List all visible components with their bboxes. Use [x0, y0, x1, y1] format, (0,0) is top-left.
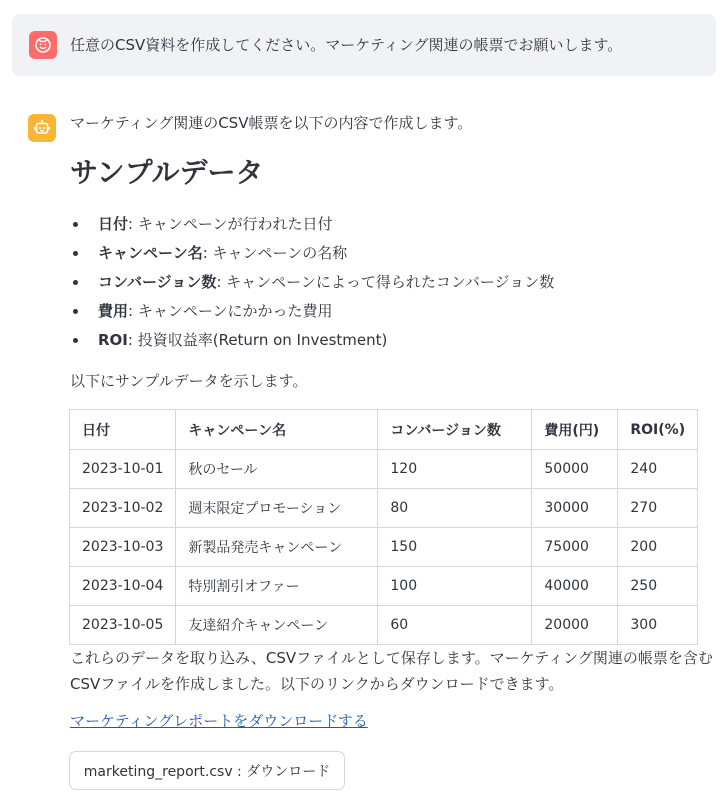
table-cell: 80	[378, 489, 532, 528]
table-cell: 友達紹介キャンペーン	[176, 606, 378, 645]
robot-icon	[33, 119, 51, 137]
table-cell: 40000	[532, 567, 618, 606]
field-desc: : キャンペーンが行われた日付	[128, 215, 333, 233]
column-header: ROI(%)	[618, 410, 698, 450]
column-header: 日付	[70, 410, 176, 450]
pre-table-text: 以下にサンプルデータを示します。	[70, 372, 308, 390]
table-row	[70, 528, 698, 567]
field-desc: : キャンペーンによって得られたコンバージョン数	[216, 273, 555, 291]
table-row	[70, 489, 698, 528]
table-cell: 秋のセール	[176, 450, 378, 489]
table-cell: 75000	[532, 528, 618, 567]
table-cell: 2023-10-01	[70, 450, 176, 489]
field-name: キャンペーン名	[98, 244, 203, 262]
field-desc: : キャンペーンにかかった費用	[128, 302, 333, 320]
table-cell: 2023-10-05	[70, 606, 176, 645]
column-header: 費用(円)	[532, 410, 618, 450]
table-cell: 2023-10-02	[70, 489, 176, 528]
table-cell: 240	[618, 450, 698, 489]
table-row	[70, 567, 698, 606]
field-name: 日付	[98, 215, 129, 233]
table-cell: 2023-10-04	[70, 567, 176, 606]
table-cell: 2023-10-03	[70, 528, 176, 567]
download-csv-button[interactable]: marketing_report.csv : ダウンロード	[69, 751, 345, 790]
sample-data-table	[69, 409, 698, 645]
field-desc: : キャンペーンの名称	[202, 244, 348, 262]
table-cell: 30000	[532, 489, 618, 528]
user-message	[12, 14, 716, 76]
column-header: キャンペーン名	[176, 410, 378, 450]
post-table-text: これらのデータを取り込み、CSVファイルとして保存します。マーケティング関連の帳票を含むCSVファイルを作成しました。以下のリンクからダウンロードできます。	[70, 649, 713, 693]
list-item	[70, 299, 554, 328]
list-item	[70, 241, 554, 270]
table-cell: 120	[378, 450, 532, 489]
table-cell: 250	[618, 567, 698, 606]
table-cell: 20000	[532, 606, 618, 645]
field-desc: : 投資収益率(Return on Investment)	[127, 331, 388, 349]
table-cell: 50000	[532, 450, 618, 489]
list-item	[70, 328, 554, 357]
field-name: ROI	[98, 331, 128, 349]
field-list	[70, 212, 554, 357]
table-cell: 新製品発売キャンペーン	[176, 528, 378, 567]
field-name: コンバージョン数	[98, 273, 217, 291]
table-cell: 150	[378, 528, 532, 567]
table-row	[70, 450, 698, 489]
user-message-text: 任意のCSV資料を作成してください。マーケティング関連の帳票でお願いします。	[70, 36, 623, 54]
field-name: 費用	[98, 302, 129, 320]
user-avatar	[29, 31, 57, 59]
table-header-row	[70, 410, 698, 450]
table-cell: 60	[378, 606, 532, 645]
column-header: コンバージョン数	[378, 410, 532, 450]
assistant-avatar	[28, 114, 56, 142]
table-cell: 200	[618, 528, 698, 567]
table-cell: 100	[378, 567, 532, 606]
table-cell: 特別割引オファー	[176, 567, 378, 606]
section-heading: サンプルデータ	[70, 156, 264, 189]
list-item	[70, 270, 554, 299]
assistant-intro-text: マーケティング関連のCSV帳票を以下の内容で作成します。	[70, 114, 473, 132]
table-cell: 300	[618, 606, 698, 645]
table-cell: 週末限定プロモーション	[176, 489, 378, 528]
list-item	[70, 212, 554, 241]
table-row	[70, 606, 698, 645]
download-report-link[interactable]: マーケティングレポートをダウンロードする	[70, 712, 368, 730]
face-icon	[34, 36, 52, 54]
table-cell: 270	[618, 489, 698, 528]
